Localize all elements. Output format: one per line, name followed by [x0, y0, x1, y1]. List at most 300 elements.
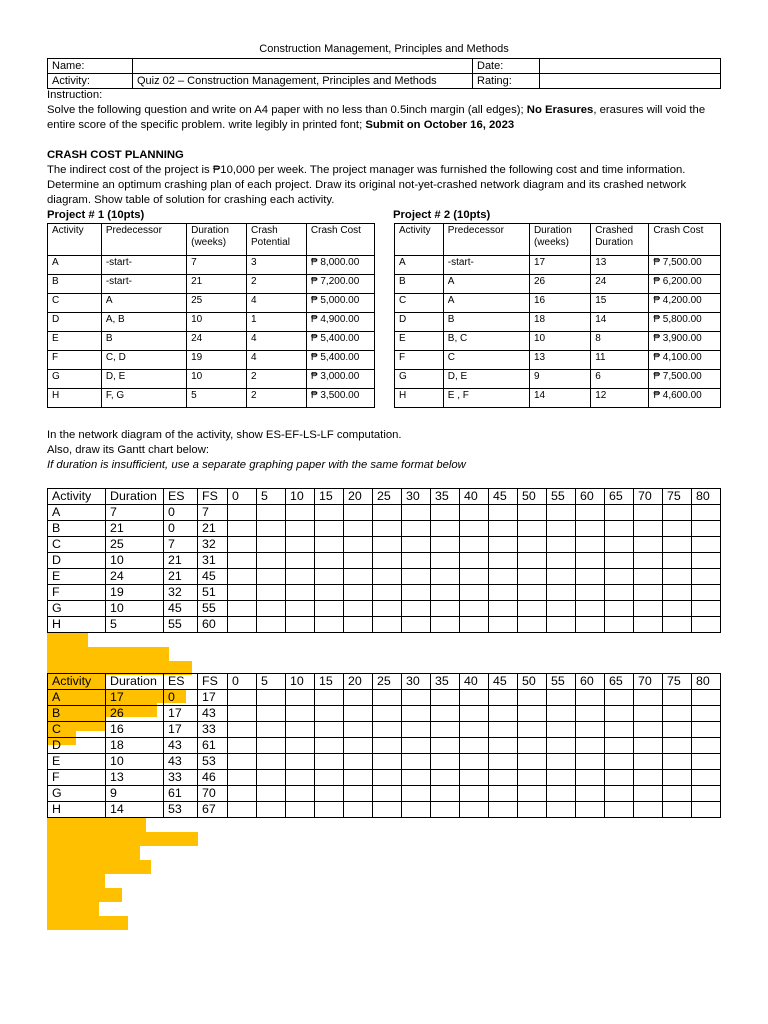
project2-cell: B: [443, 313, 529, 332]
timeline-cell: [576, 617, 605, 633]
timeline-cell: [547, 505, 576, 521]
project2-cell: C: [443, 351, 529, 370]
timeline-cell: [344, 601, 373, 617]
project2-cell: D, E: [443, 370, 529, 389]
project2-cell: -start-: [443, 256, 529, 275]
gantt2-fs-cell: 43: [198, 706, 228, 722]
timeline-cell: [576, 802, 605, 818]
timeline-cell: [286, 505, 315, 521]
timeline-cell: [257, 706, 286, 722]
timeline-cell: [547, 722, 576, 738]
timeline-cell: [634, 585, 663, 601]
timeline-cell: [460, 706, 489, 722]
timeline-cell: [315, 722, 344, 738]
timeline-cell: [257, 585, 286, 601]
project1-cell: ₱ 5,000.00: [306, 294, 374, 313]
timeline-cell: [692, 738, 721, 754]
gantt2-tick-label: 15: [315, 674, 344, 690]
gantt1-tick-label: 55: [547, 489, 576, 505]
project2-cell: ₱ 7,500.00: [649, 370, 721, 389]
timeline-cell: [373, 754, 402, 770]
timeline-cell: [576, 738, 605, 754]
timeline-cell: [344, 706, 373, 722]
timeline-cell: [286, 722, 315, 738]
timeline-cell: [489, 553, 518, 569]
notes-block: [47, 428, 727, 474]
timeline-cell: [315, 601, 344, 617]
timeline-cell: [489, 521, 518, 537]
timeline-cell: [663, 569, 692, 585]
project1-table: [47, 223, 375, 408]
timeline-cell: [547, 521, 576, 537]
project1-cell: 21: [187, 275, 247, 294]
gantt-bar: [47, 633, 88, 647]
project2-cell: ₱ 4,200.00: [649, 294, 721, 313]
gantt2-es-cell: 53: [164, 802, 198, 818]
gantt-bar: [47, 874, 105, 888]
project1-cell: C, D: [101, 351, 186, 370]
timeline-cell: [518, 706, 547, 722]
gantt-bar: [47, 916, 128, 930]
project2-cell: 13: [591, 256, 649, 275]
timeline-cell: [402, 706, 431, 722]
project1-cell: 3: [247, 256, 307, 275]
gantt2-tick-label: 65: [605, 674, 634, 690]
timeline-cell: [373, 585, 402, 601]
date-field[interactable]: [540, 59, 721, 74]
gantt2-duration-cell: 17: [106, 690, 164, 706]
timeline-cell: [402, 553, 431, 569]
gantt2-fs-cell: 53: [198, 754, 228, 770]
project2-cell: 14: [591, 313, 649, 332]
timeline-cell: [576, 521, 605, 537]
timeline-cell: [286, 770, 315, 786]
date-label: Date:: [473, 59, 540, 74]
timeline-cell: [547, 569, 576, 585]
project1-header-cell: Crash Potential: [247, 224, 307, 256]
timeline-cell: [373, 553, 402, 569]
project2-cell: 12: [591, 389, 649, 408]
project1-cell: E: [48, 332, 102, 351]
timeline-cell: [344, 553, 373, 569]
timeline-cell: [576, 569, 605, 585]
timeline-cell: [460, 690, 489, 706]
timeline-cell: [373, 601, 402, 617]
timeline-cell: [547, 553, 576, 569]
project1-cell: 4: [247, 294, 307, 313]
timeline-cell: [692, 601, 721, 617]
timeline-cell: [518, 770, 547, 786]
timeline-cell: [489, 770, 518, 786]
instruction-block: [47, 88, 727, 134]
timeline-cell: [692, 505, 721, 521]
table-row: [395, 294, 721, 313]
timeline-cell: [228, 553, 257, 569]
project2-cell: 6: [591, 370, 649, 389]
gantt1-duration-cell: 10: [106, 601, 164, 617]
gantt1-tick-label: 45: [489, 489, 518, 505]
project2-cell: H: [395, 389, 444, 408]
timeline-cell: [344, 569, 373, 585]
gantt1-fs-cell: 45: [198, 569, 228, 585]
timeline-cell: [547, 754, 576, 770]
table-row: [48, 601, 721, 617]
timeline-cell: [605, 553, 634, 569]
project1-cell: 4: [247, 351, 307, 370]
timeline-cell: [663, 706, 692, 722]
timeline-cell: [634, 569, 663, 585]
gantt2-fs-cell: 17: [198, 690, 228, 706]
table-row: [48, 569, 721, 585]
gantt2-activity-cell: F: [48, 770, 106, 786]
gantt2-tick-label: 40: [460, 674, 489, 690]
project1-cell: 7: [187, 256, 247, 275]
timeline-cell: [489, 537, 518, 553]
header-info-table: [47, 58, 721, 89]
activity-label: Activity:: [48, 74, 133, 89]
project1-title: Project # 1 (10pts): [47, 209, 145, 221]
timeline-cell: [489, 601, 518, 617]
timeline-cell: [460, 601, 489, 617]
timeline-cell: [489, 706, 518, 722]
gantt2-header-cell: Activity: [48, 674, 106, 690]
timeline-cell: [663, 537, 692, 553]
project1-cell: -start-: [101, 256, 186, 275]
project2-cell: 11: [591, 351, 649, 370]
project2-cell: A: [443, 294, 529, 313]
timeline-cell: [576, 706, 605, 722]
table-row: [48, 770, 721, 786]
gantt-bar: [47, 832, 198, 846]
timeline-cell: [518, 601, 547, 617]
project1-header-cell: Activity: [48, 224, 102, 256]
timeline-cell: [605, 601, 634, 617]
gantt1-fs-cell: 32: [198, 537, 228, 553]
table-row: [48, 505, 721, 521]
gantt-bar: [47, 647, 169, 661]
project2-cell: 18: [529, 313, 590, 332]
timeline-cell: [605, 617, 634, 633]
timeline-cell: [286, 786, 315, 802]
timeline-cell: [518, 738, 547, 754]
timeline-cell: [605, 505, 634, 521]
gantt2-duration-cell: 26: [106, 706, 164, 722]
timeline-cell: [605, 690, 634, 706]
timeline-cell: [373, 617, 402, 633]
gantt1-duration-cell: 21: [106, 521, 164, 537]
timeline-cell: [663, 770, 692, 786]
gantt2-fs-cell: 67: [198, 802, 228, 818]
rating-label: Rating:: [473, 74, 540, 89]
timeline-cell: [344, 690, 373, 706]
timeline-cell: [431, 505, 460, 521]
table-row: [395, 351, 721, 370]
gantt2-activity-cell: B: [48, 706, 106, 722]
gantt1-duration-cell: 24: [106, 569, 164, 585]
project1-cell: F, G: [101, 389, 186, 408]
gantt1-activity-cell: F: [48, 585, 106, 601]
table-row: [48, 275, 375, 294]
timeline-cell: [431, 786, 460, 802]
gantt2-tick-label: 60: [576, 674, 605, 690]
timeline-cell: [228, 770, 257, 786]
timeline-cell: [518, 754, 547, 770]
table-row: [48, 313, 375, 332]
timeline-cell: [257, 553, 286, 569]
gantt1-tick-label: 65: [605, 489, 634, 505]
gantt2-activity-cell: C: [48, 722, 106, 738]
gantt1-header-cell: Activity: [48, 489, 106, 505]
timeline-cell: [344, 521, 373, 537]
gantt-bar: [47, 818, 146, 832]
project1-cell: 1: [247, 313, 307, 332]
table-row: [48, 370, 375, 389]
gantt-bar: [47, 888, 122, 902]
timeline-cell: [257, 802, 286, 818]
timeline-cell: [518, 537, 547, 553]
timeline-cell: [663, 521, 692, 537]
gantt2-tick-label: 0: [228, 674, 257, 690]
timeline-cell: [373, 505, 402, 521]
timeline-cell: [373, 569, 402, 585]
project1-cell: ₱ 4,900.00: [306, 313, 374, 332]
timeline-cell: [460, 505, 489, 521]
gantt2-es-cell: 17: [164, 722, 198, 738]
gantt2-header-cell: Duration: [106, 674, 164, 690]
gantt1-es-cell: 21: [164, 569, 198, 585]
timeline-cell: [634, 617, 663, 633]
timeline-cell: [286, 537, 315, 553]
project2-cell: D: [395, 313, 444, 332]
project2-cell: 13: [529, 351, 590, 370]
table-row: [48, 389, 375, 408]
gantt1-fs-cell: 21: [198, 521, 228, 537]
timeline-cell: [692, 569, 721, 585]
gantt2-fs-cell: 46: [198, 770, 228, 786]
timeline-cell: [402, 786, 431, 802]
gantt1-tick-label: 25: [373, 489, 402, 505]
timeline-cell: [257, 569, 286, 585]
project1-cell: G: [48, 370, 102, 389]
table-row: [395, 389, 721, 408]
timeline-cell: [518, 802, 547, 818]
gantt2-fs-cell: 33: [198, 722, 228, 738]
project1-cell: ₱ 5,400.00: [306, 332, 374, 351]
timeline-cell: [286, 553, 315, 569]
timeline-cell: [518, 690, 547, 706]
timeline-cell: [663, 601, 692, 617]
timeline-cell: [460, 617, 489, 633]
gantt2-duration-cell: 14: [106, 802, 164, 818]
gantt2-duration-cell: 18: [106, 738, 164, 754]
timeline-cell: [431, 585, 460, 601]
project2-cell: ₱ 3,900.00: [649, 332, 721, 351]
timeline-cell: [344, 617, 373, 633]
project1-header-cell: Crash Cost: [306, 224, 374, 256]
gantt1-tick-label: 40: [460, 489, 489, 505]
timeline-cell: [257, 738, 286, 754]
instruction-label: Instruction:: [47, 89, 103, 101]
timeline-cell: [460, 722, 489, 738]
timeline-cell: [315, 754, 344, 770]
timeline-cell: [460, 569, 489, 585]
gantt1-header-cell: Duration: [106, 489, 164, 505]
gantt-bar: [47, 860, 151, 874]
timeline-cell: [431, 770, 460, 786]
timeline-cell: [402, 802, 431, 818]
timeline-cell: [257, 505, 286, 521]
timeline-cell: [431, 521, 460, 537]
gantt2-es-cell: 43: [164, 754, 198, 770]
timeline-cell: [692, 690, 721, 706]
timeline-cell: [634, 786, 663, 802]
timeline-cell: [402, 770, 431, 786]
gantt2-tick-label: 35: [431, 674, 460, 690]
timeline-cell: [315, 505, 344, 521]
project2-cell: 10: [529, 332, 590, 351]
gantt2-activity-cell: H: [48, 802, 106, 818]
gantt1-tick-label: 10: [286, 489, 315, 505]
timeline-cell: [228, 786, 257, 802]
project1-header-cell: Duration (weeks): [187, 224, 247, 256]
timeline-cell: [460, 738, 489, 754]
project1-cell: -start-: [101, 275, 186, 294]
timeline-cell: [344, 722, 373, 738]
table-row: [48, 332, 375, 351]
timeline-cell: [692, 537, 721, 553]
project1-cell: B: [48, 275, 102, 294]
table-row: [48, 754, 721, 770]
timeline-cell: [576, 505, 605, 521]
gantt1-fs-cell: 7: [198, 505, 228, 521]
page-title: Construction Management, Principles and Methods: [259, 43, 509, 55]
timeline-cell: [315, 738, 344, 754]
project1-cell: 25: [187, 294, 247, 313]
timeline-cell: [373, 537, 402, 553]
gantt2-tick-label: 70: [634, 674, 663, 690]
name-field[interactable]: [133, 59, 473, 74]
timeline-cell: [547, 770, 576, 786]
gantt2-duration-cell: 9: [106, 786, 164, 802]
project1-cell: 2: [247, 389, 307, 408]
timeline-cell: [605, 738, 634, 754]
timeline-cell: [692, 754, 721, 770]
gantt1-tick-label: 0: [228, 489, 257, 505]
gantt2-tick-label: 10: [286, 674, 315, 690]
timeline-cell: [605, 569, 634, 585]
gantt1-header-cell: ES: [164, 489, 198, 505]
project2-cell: 9: [529, 370, 590, 389]
gantt1-activity-cell: C: [48, 537, 106, 553]
project2-cell: ₱ 7,500.00: [649, 256, 721, 275]
project2-cell: 16: [529, 294, 590, 313]
project2-cell: A: [395, 256, 444, 275]
timeline-cell: [257, 601, 286, 617]
table-row: [48, 738, 721, 754]
gantt1-fs-cell: 60: [198, 617, 228, 633]
note-line-3: If duration is insufficient, use a separate graphing paper with the same format below: [47, 459, 466, 472]
timeline-cell: [634, 601, 663, 617]
timeline-cell: [344, 537, 373, 553]
gantt1-tick-label: 20: [344, 489, 373, 505]
rating-field[interactable]: [540, 74, 721, 89]
timeline-cell: [344, 505, 373, 521]
timeline-cell: [228, 617, 257, 633]
timeline-cell: [663, 617, 692, 633]
timeline-cell: [344, 754, 373, 770]
project1-cell: 2: [247, 275, 307, 294]
project2-header-cell: Predecessor: [443, 224, 529, 256]
timeline-cell: [402, 569, 431, 585]
gantt1-duration-cell: 10: [106, 553, 164, 569]
gantt1-es-cell: 0: [164, 505, 198, 521]
timeline-cell: [663, 690, 692, 706]
timeline-cell: [228, 706, 257, 722]
project1-cell: ₱ 7,200.00: [306, 275, 374, 294]
timeline-cell: [402, 505, 431, 521]
timeline-cell: [663, 802, 692, 818]
timeline-cell: [228, 802, 257, 818]
timeline-cell: [489, 569, 518, 585]
project2-cell: 26: [529, 275, 590, 294]
timeline-cell: [489, 585, 518, 601]
timeline-cell: [228, 738, 257, 754]
gantt-chart-2: [47, 673, 721, 930]
timeline-cell: [605, 537, 634, 553]
timeline-cell: [257, 521, 286, 537]
project2-cell: B: [395, 275, 444, 294]
timeline-cell: [431, 738, 460, 754]
timeline-cell: [547, 706, 576, 722]
project2-header-cell: Duration (weeks): [529, 224, 590, 256]
timeline-cell: [286, 601, 315, 617]
timeline-cell: [257, 770, 286, 786]
timeline-cell: [692, 617, 721, 633]
project2-cell: G: [395, 370, 444, 389]
timeline-cell: [518, 553, 547, 569]
table-row: [48, 706, 721, 722]
gantt2-tick-label: 80: [692, 674, 721, 690]
project2-cell: B, C: [443, 332, 529, 351]
project2-cell: 8: [591, 332, 649, 351]
project2-cell: 24: [591, 275, 649, 294]
timeline-cell: [460, 553, 489, 569]
timeline-cell: [286, 738, 315, 754]
timeline-cell: [547, 585, 576, 601]
gantt2-es-cell: 61: [164, 786, 198, 802]
timeline-cell: [402, 617, 431, 633]
timeline-cell: [692, 786, 721, 802]
gantt2-es-cell: 0: [164, 690, 198, 706]
project1-cell: ₱ 3,000.00: [306, 370, 374, 389]
project1-cell: ₱ 8,000.00: [306, 256, 374, 275]
gantt1-fs-cell: 51: [198, 585, 228, 601]
timeline-cell: [663, 738, 692, 754]
gantt2-tick-label: 20: [344, 674, 373, 690]
gantt2-duration-cell: 13: [106, 770, 164, 786]
gantt1-activity-cell: D: [48, 553, 106, 569]
timeline-cell: [547, 738, 576, 754]
timeline-cell: [373, 786, 402, 802]
timeline-cell: [344, 802, 373, 818]
gantt2-fs-cell: 70: [198, 786, 228, 802]
project1-cell: 10: [187, 370, 247, 389]
timeline-cell: [663, 786, 692, 802]
timeline-cell: [518, 585, 547, 601]
gantt1-es-cell: 45: [164, 601, 198, 617]
gantt2-es-cell: 33: [164, 770, 198, 786]
timeline-cell: [402, 754, 431, 770]
